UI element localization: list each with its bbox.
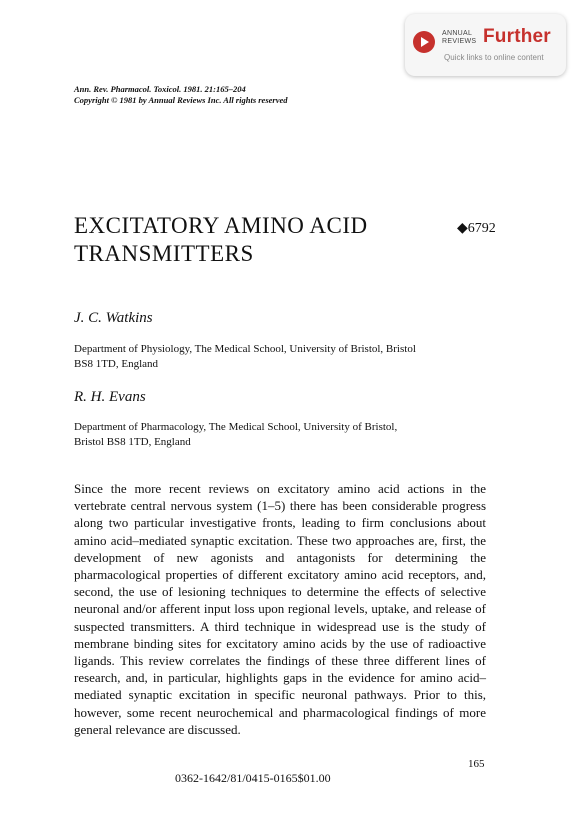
- author-affiliation: [74, 342, 484, 372]
- article-code: ◆6792: [457, 221, 496, 236]
- footer-code: 0362-1642/81/0415-0165$01.00: [175, 771, 331, 785]
- author-name: J. C. Watkins: [74, 310, 153, 326]
- further-word: Further: [483, 26, 551, 47]
- citation-line1: Ann. Rev. Pharmacol. Toxicol. 1981. 21:165–204: [74, 84, 246, 94]
- play-icon: [413, 31, 435, 53]
- title-line1: EXCITATORY AMINO ACID: [74, 213, 368, 238]
- further-banner[interactable]: [405, 14, 566, 76]
- publisher-line2: REVIEWS: [442, 38, 477, 45]
- affiliation-line2: Bristol BS8 1TD, England: [74, 436, 191, 448]
- page-number: 165: [468, 758, 485, 770]
- abstract-paragraph: Since the more recent reviews on excitatory amino acid actions in the vertebrate central nervous system (1–5) there has been considerable progress along two particular investigative fronts, leading to firm conclusions about amino acid–mediated synaptic excitation. These two approaches are, first, the development of new agonists and antagonists for determining the pharmacological properties of different excitatory amino acid receptors, and, second, the use of lesioning techniques to determine the effects of selective neuronal and/or afferent input loss upon regional levels, uptake, and release of suspected transmitters. A third technique in widespread use is the study of membrane binding sites for excitatory amino acids by the use of radioactive ligands. This review correlates the findings of these three different lines of research, and, in particular, highlights gaps in the evidence for amino acid–mediated synaptic excitation in specific neuronal pathways. Prior to this, however, some recent neurochemical and pharmacological findings of more general relevance are discussed.: [74, 481, 486, 737]
- affiliation-line1: Department of Physiology, The Medical School, University of Bristol, Bristol: [74, 343, 416, 355]
- author-name: R. H. Evans: [74, 389, 146, 405]
- author-affiliation: [74, 420, 484, 450]
- affiliation-line2: BS8 1TD, England: [74, 358, 159, 370]
- article-title: [74, 212, 368, 268]
- title-line2: TRANSMITTERS: [74, 241, 254, 266]
- journal-citation: [74, 84, 288, 106]
- annual-reviews-logo: [442, 30, 476, 46]
- further-subtitle: Quick links to online content: [444, 53, 544, 62]
- publisher-line1: ANNUAL: [442, 30, 473, 37]
- affiliation-line1: Department of Pharmacology, The Medical School, University of Bristol,: [74, 421, 398, 433]
- citation-line2: Copyright © 1981 by Annual Reviews Inc. All rights reserved: [74, 95, 288, 105]
